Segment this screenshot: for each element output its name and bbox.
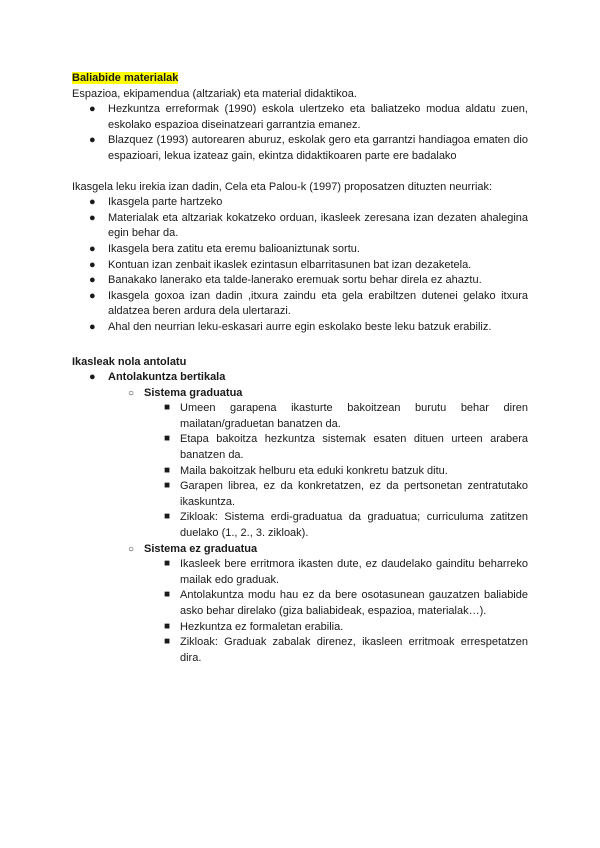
bullet-square-icon: ■ [164, 589, 171, 601]
bullet-dot-icon: ● [89, 211, 96, 224]
bullet-square-icon: ■ [164, 636, 171, 648]
list-item-text: Blazquez (1993) autorearen aburuz, eskolak gero eta garrantzi handiagoa ematen dio espazioari, lekua izateaz gain, ekintza didaktikoaren parte ere badalako [108, 134, 528, 162]
list-item-text: Hezkuntza ez formaletan erabilia. [180, 620, 344, 633]
bullet-list-baliabide [72, 102, 528, 164]
list-item [72, 370, 528, 386]
bullet-dot-icon: ● [89, 134, 96, 147]
bullet-square-icon: ■ [164, 464, 171, 476]
list-item [72, 464, 528, 480]
list-item-text: Garapen librea, ez da konkretatzen, ez da pertsonetan zentratutako ikaskuntza. [180, 480, 528, 508]
section-title-baliabide: Baliabide materialak [72, 72, 179, 84]
sublist-graduatua [72, 386, 528, 402]
list-item [72, 195, 528, 211]
bullet-dot-icon: ● [89, 289, 96, 302]
sub-sublist-graduatua [72, 401, 528, 541]
list-item-text: Ikasgela parte hartzeko [108, 196, 223, 209]
list-item-text: Materialak eta altzariak kokatzeko orduan, ikasleek zeresana izan dezaten ahalegina egin behar da. [108, 211, 528, 240]
list-item [72, 510, 528, 541]
list-item-text: Ikasgela goxoa izan dadin ,itxura zaindu eta gela erabiltzen dutenei gelako itxura aldatzea beren ardura dela ulertarazi. [108, 289, 528, 318]
list-item-text: Antolakuntza bertikala [108, 371, 226, 384]
bullet-dot-icon: ● [89, 196, 96, 209]
list-item [72, 635, 528, 666]
list-item [72, 102, 528, 133]
list-item-text: Maila bakoitzak helburu eta eduki konkretu batzuk ditu. [180, 464, 448, 477]
bullet-circle-icon: ○ [128, 543, 135, 555]
section-baliabide [72, 71, 528, 87]
section-title-ikasleak: Ikasleak nola antolatu [72, 355, 187, 368]
bullet-circle-icon: ○ [128, 387, 135, 399]
bullet-dot-icon: ● [89, 371, 96, 384]
list-item [72, 557, 528, 588]
sub-sublist-ez-graduatua [72, 557, 528, 666]
list-item-text: Antolakuntza modu hau ez da bere osotasunean gauzatzen baliabide asko behar direlako (giza baliabideak, espazioa, materialak…). [180, 589, 528, 617]
list-item [72, 542, 528, 558]
list-item-text: Umeen garapena ikasturte bakoitzean burutu behar diren mailatan/graduetan banatzen da. [180, 402, 528, 430]
spacer [72, 165, 528, 180]
list-item-text: Kontuan izan zenbait ikaslek ezintasun elbarritasunen bat izan dezaketela. [108, 258, 472, 271]
list-item-text: Etapa bakoitza hezkuntza sistemak esaten dituen urteen arabera banatzen da. [180, 433, 528, 462]
list-item [72, 479, 528, 510]
bullet-square-icon: ■ [164, 620, 171, 632]
section-intro-baliabide: Espazioa, ekipamendua (altzariak) eta material didaktikoa. [72, 87, 357, 100]
list-item [72, 289, 528, 320]
bullet-list-neurriak [72, 195, 528, 335]
list-item [72, 588, 528, 619]
bullet-dot-icon: ● [89, 242, 96, 255]
list-item-text: Banakako lanerako eta talde-lanerako eremuak sortu behar direla ez ahaztu. [108, 274, 482, 287]
list-item [72, 432, 528, 463]
list-item-text: Ikasgela bera zatitu eta eremu balioaniztunak sortu. [108, 242, 360, 255]
document-page [72, 71, 528, 666]
list-item-text: Zikloak: Graduak zabalak direnez, ikasleen erritmoak errespetatzen dira. [180, 636, 528, 664]
list-item [72, 273, 528, 289]
bullet-square-icon: ■ [164, 402, 171, 414]
sublist-ez-graduatua [72, 542, 528, 558]
list-item [72, 401, 528, 432]
bullet-list-antolakuntza [72, 370, 528, 386]
list-item [72, 620, 528, 636]
list-item-text: Sistema ez graduatua [144, 542, 258, 555]
list-item-text: Ikasleek bere erritmora ikasten dute, ez daudelako gainditu beharreko mailak edo graduak. [180, 558, 528, 586]
bullet-square-icon: ■ [164, 558, 171, 570]
list-item [72, 386, 528, 402]
list-item-text: Zikloak: Sistema erdi-graduatua da graduatua; curriculuma zatitzen duelako (1., 2., 3. zikloak). [180, 511, 528, 540]
bullet-dot-icon: ● [89, 103, 96, 116]
bullet-square-icon: ■ [164, 480, 171, 492]
bullet-square-icon: ■ [164, 433, 171, 445]
list-item-text: Ahal den neurrian leku-eskasari aurre egin eskolako beste leku batzuk erabiliz. [108, 320, 492, 333]
bullet-square-icon: ■ [164, 511, 171, 523]
list-item [72, 258, 528, 274]
list-item [72, 320, 528, 336]
spacer [72, 336, 528, 355]
list-item-text: Sistema graduatua [144, 386, 243, 399]
list-item-text: Hezkuntza erreformak (1990) eskola ulertzeko eta baliatzeko modua aldatu zuen, eskolako espazioa diseinatzeari garrantzia emanez. [108, 103, 528, 131]
list-item [72, 211, 528, 242]
bullet-dot-icon: ● [89, 274, 96, 287]
bullet-dot-icon: ● [89, 258, 96, 271]
section-intro-neurriak: Ikasgela leku irekia izan dadin, Cela eta Palou-k (1997) proposatzen dituzten neurriak: [72, 180, 493, 193]
list-item [72, 242, 528, 258]
list-item [72, 133, 528, 164]
bullet-dot-icon: ● [89, 320, 96, 333]
